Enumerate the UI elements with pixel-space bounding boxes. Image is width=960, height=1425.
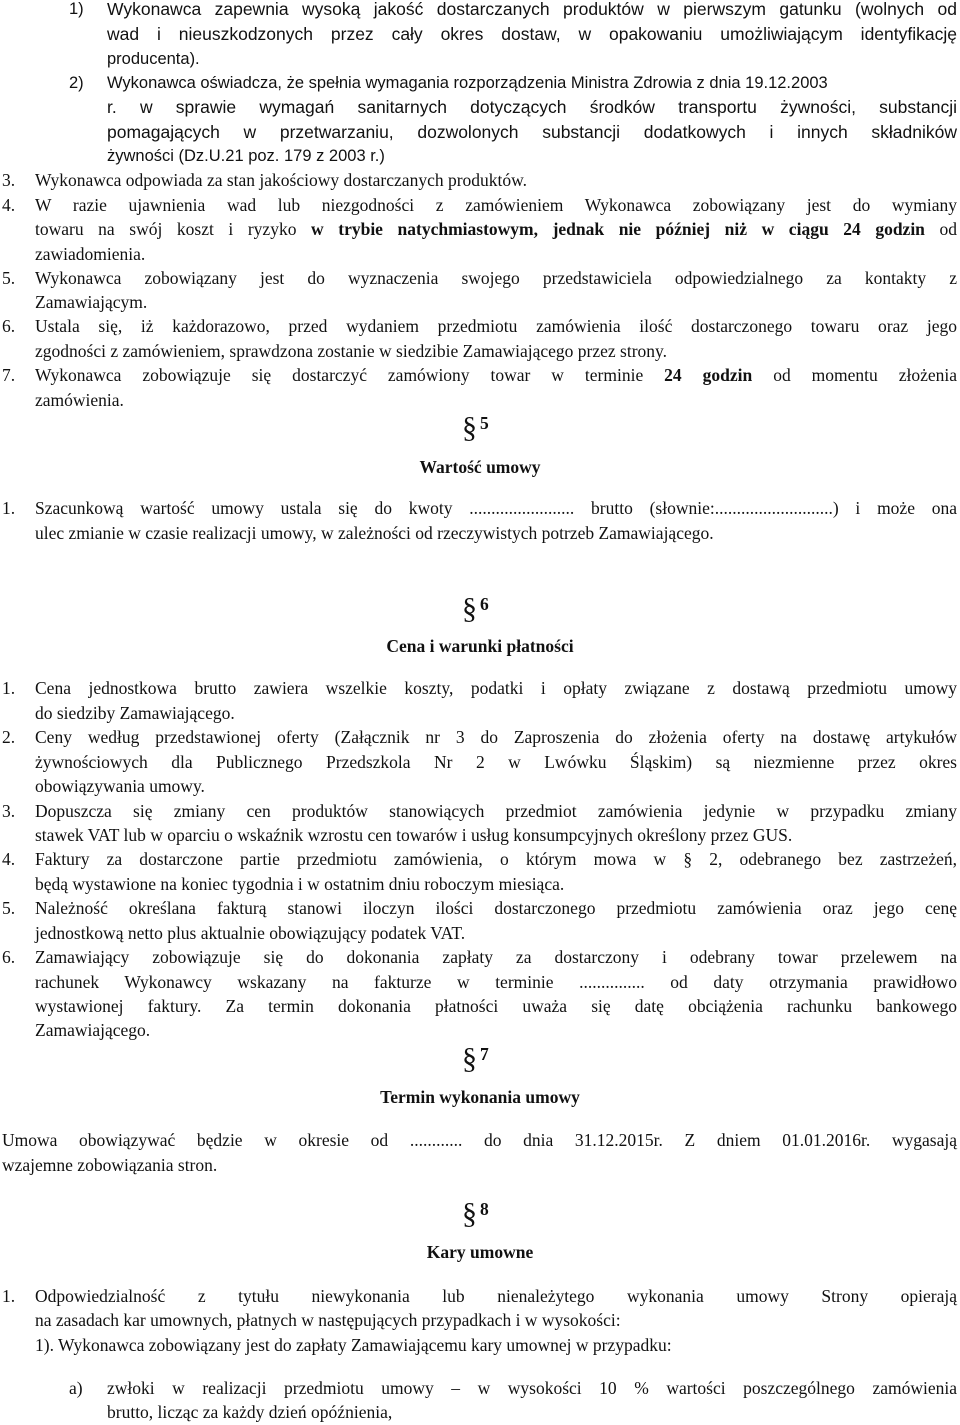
paragraph-line: producenta). [107,50,200,68]
section-number: 7 [480,1044,489,1064]
section-6-item-3-line [0,823,960,848]
list-item-6-line [0,339,960,364]
section-title: Kary umowne [426,1242,534,1262]
section-sign: § [462,592,477,625]
paragraph-line: Wykonawca zobowiązany jest do wyznaczenia swojego przedstawiciela odpowiedzialnego za kontakty z [35,268,957,288]
section-6-item-4 [0,847,960,872]
paragraph-line: Cena jednostkowa brutto zawiera wszelkie koszty, podatki i opłaty związane z dostawą przedmiotu umowy [35,678,957,698]
paragraph-line: Zamawiającym. [35,292,148,312]
list-number: 5. [2,898,16,918]
list-item-7 [0,363,960,388]
intro-item-2 [0,71,960,96]
paragraph-line: ulec zmianie w czasie realizacji umowy, w zależności od rzeczywistych potrzeb Zamawiającego. [35,523,714,543]
paragraph-line: Ustala się, iż każdorazowo, przed wydaniem przedmiotu zamówienia ilość dostarczonego towaru oraz jego [35,316,957,336]
paragraph-line: 1). Wykonawca zobowiązany jest do zapłaty Zamawiającemu kary umownej w przypadku: [35,1335,672,1355]
section-6-item-2-line [0,750,960,775]
paragraph-line: pomagających w przetwarzaniu, dozwolonych substancji dodatkowych i innych składników [107,122,957,142]
paragraph-line: zgodności z zamówieniem, sprawdzona zostanie w siedzibie Zamawiającego przez strony. [35,341,668,361]
section-6-item-6-line [0,994,960,1019]
section-6-item-2 [0,725,960,750]
list-number: 4. [2,849,16,869]
section-title: Termin wykonania umowy [380,1087,580,1107]
list-number: 6. [2,947,16,967]
text-run: Wykonawca zobowiązuje się dostarczyć zamówiony towar w terminie [35,365,665,385]
paragraph-line: żywności (Dz.U.21 poz. 179 z 2003 r.) [107,147,385,165]
list-number: 5. [2,268,16,288]
list-number: 1. [2,678,16,698]
paragraph-line: Odpowiedzialność z tytułu niewykonania lub nienależytego wykonania umowy Strony opierają [35,1286,957,1306]
intro-line [0,144,960,169]
section-8-item-1-line [0,1308,960,1333]
section-title: Wartość umowy [419,457,541,477]
section-6-item-1-line [0,701,960,726]
paragraph-line: stawek VAT lub w oparciu o wskaźnik wzrostu cen towarów i usług konsumpcyjnych określony przez GUS. [35,825,793,845]
paragraph-line: Wykonawca odpowiada za stan jakościowy dostarczanych produktów. [35,170,528,190]
section-6-item-5 [0,896,960,921]
list-number: 2) [69,74,84,92]
text-run: od [924,219,957,239]
paragraph-line: Dopuszcza się zmiany cen produktów stanowiących przedmiot zamówienia jedynie w przypadku zmiany [35,801,957,821]
paragraph-line: zamówienia. [35,390,124,410]
paragraph-line: Ceny według przedstawionej oferty (Załącznik nr 3 do Zaproszenia do złożenia oferty na dostawę artykułów [35,727,957,747]
paragraph-line [35,217,957,242]
list-number: 6. [2,316,16,336]
section-6-item-6 [0,945,960,970]
paragraph-line: Wykonawca zapewnia wysoką jakość dostarczanych produktów w pierwszym gatunku (wolnych od [107,0,957,19]
list-number: 2. [2,727,16,747]
list-letter: a) [69,1378,83,1398]
paragraph-line: Faktury za dostarczone partie przedmiotu zamówienia, o którym mowa w § 2, odebranego bez zastrzeżeń, [35,849,957,869]
section-6-item-4-line [0,872,960,897]
section-5-item-1 [0,496,960,521]
list-item-3 [0,168,960,193]
list-item-4-line [0,217,960,242]
list-number: 1. [2,1286,16,1306]
paragraph-line: obowiązywania umowy. [35,776,205,796]
section-6-item-1 [0,676,960,701]
section-6-item-5-line [0,921,960,946]
section-6-item-3 [0,799,960,824]
list-number: 3. [2,801,16,821]
paragraph-line: Zamawiający zobowiązuje się do dokonania zapłaty za dostarczony i odebrany towar przelewem na [35,947,957,967]
paragraph-line: Szacunkową wartość umowy ustala się do kwoty ........................ brutto (słownie:...........................) i może ona [35,498,957,518]
section-sign: § [462,411,477,444]
paragraph-line: Umowa obowiązywać będzie w okresie od ............ do dnia 31.12.2015r. Z dniem 01.01.2016r. wygasają [2,1130,957,1150]
paragraph-line: jednostkową netto plus aktualnie obowiązujący podatek VAT. [35,923,466,943]
paragraph-line: Wykonawca oświadcza, że spełnia wymagania rozporządzenia Ministra Zdrowia z dnia 19.12.2003 [107,74,828,92]
section-sign: § [462,1197,477,1230]
bold-term: 24 godzin [664,365,753,385]
paragraph-line: do siedziby Zamawiającego. [35,703,235,723]
text-run: od momentu złożenia [752,365,957,385]
paragraph-line: zawiadomienia. [35,244,146,264]
paragraph-line: Należność określana fakturą stanowi iloczyn ilości dostarczonego przedmiotu zamówienia oraz jego cenę [35,898,957,918]
section-number: 6 [480,594,489,614]
paragraph-line: W razie ujawnienia wad lub niezgodności z zamówieniem Wykonawca zobowiązany jest do wymiany [35,195,957,215]
paragraph-line: Zamawiającego. [35,1020,151,1040]
intro-line [0,120,960,145]
section-7-line [0,1128,960,1153]
intro-line [0,95,960,120]
paragraph-line: będą wystawione na koniec tygodnia i w ostatnim dniu roboczym miesiąca. [35,874,565,894]
section-8-item-1-line [0,1333,960,1358]
section-6-item-2-line [0,774,960,799]
paragraph-line: brutto, licząc za każdy dzień opóźnienia, [107,1402,393,1422]
list-number: 1) [69,0,84,18]
paragraph-line: wad i nieuszkodzonych przez cały okres dostaw, w opakowaniu umożliwiającym identyfikację [107,24,957,44]
paragraph-line [35,363,957,388]
section-title: Cena i warunki płatności [386,636,574,656]
section-7-line [0,1153,960,1178]
list-number: 1. [2,498,16,518]
section-8-item-1 [0,1284,960,1309]
list-item-6 [0,314,960,339]
section-6-item-6-line [0,970,960,995]
section-number: 5 [480,413,489,433]
paragraph-line: zwłoki w realizacji przedmiotu umowy – w wysokości 10 % wartości poszczególnego zamówienia [107,1378,957,1398]
intro-line [0,22,960,47]
section-number: 8 [480,1199,489,1219]
section-5-item-1-line [0,521,960,546]
list-item-5-line [0,290,960,315]
list-number: 4. [2,195,16,215]
list-item-5 [0,266,960,291]
paragraph-line: wzajemne zobowiązania stron. [2,1155,218,1175]
text-run: towaru na swój koszt i ryzyko [35,219,312,239]
list-item-4 [0,193,960,218]
paragraph-line: żywnościowych dla Publicznego Przedszkola Nr 2 w Lwówku Śląskim) są niezmienne przez okres [35,752,957,772]
bold-term: w trybie natychmiastowym, jednak nie później niż w ciągu 24 godzin [311,219,925,239]
paragraph-line: rachunek Wykonawcy wskazany na fakturze w terminie ............... od daty otrzymania prawidłowo [35,972,957,992]
list-item-4-line [0,242,960,267]
section-8-item-a [0,1376,960,1401]
paragraph-line: r. w sprawie wymagań sanitarnych dotyczących środków transportu żywności, substancji [107,97,957,117]
paragraph-line: na zasadach kar umownych, płatnych w następujących przypadkach i w wysokości: [35,1310,621,1330]
paragraph-line: wystawionej faktury. Za termin dokonania płatności uważa się datę obciążenia rachunku bankowego [35,996,957,1016]
intro-item-1 [0,0,960,22]
section-8-item-a-line [0,1400,960,1425]
list-item-7-line [0,388,960,413]
section-sign: § [462,1042,477,1075]
list-number: 7. [2,365,16,385]
section-6-item-6-line [0,1018,960,1043]
list-number: 3. [2,170,16,190]
intro-line [0,47,960,72]
